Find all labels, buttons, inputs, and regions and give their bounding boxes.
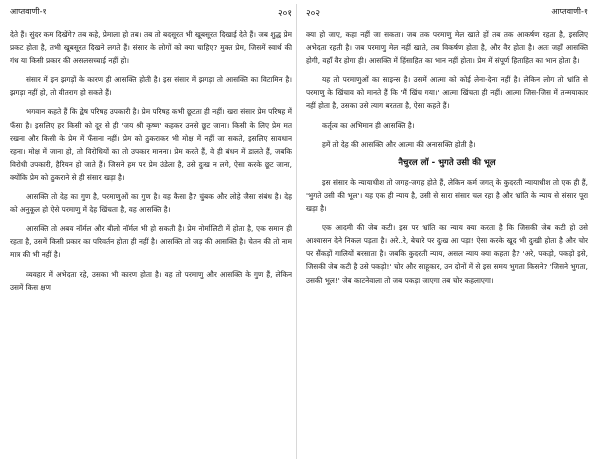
left-page-body — [10, 28, 292, 294]
paragraph: व्यवहार में अभेदता रहे, उसका भी कारण होता है। वह तो परमाणु और आसक्ति के गुण हैं, लेकिन उसमें किस क्षण — [10, 269, 292, 292]
section-heading: नैचुरल लॉ - भुगते उसी की भूल — [398, 157, 496, 168]
paragraph: एक आदमी की जेब कटी। इस पर भ्रांति का न्याय क्या करता है कि जिसकी जेब कटी हो उसे आश्वासन देने निकल पड़ता है। अरे..रे, बेचारे पर दुःख आ पड़ा! ऐसा करके खूद भी दुःखी होता है और चोर पर सैंकड़ों गालियों बरसाता है। जबकि कुदरती न्याय, असल न्याय क्या कहता है? 'अरे, पकड़ो, पकड़ो इसे, जिसकी जेब कटी है उसे पकड़ो!' चोर और साहूकार, उन दोनों में से इस समय भुगता किसने? 'जिसने भुगता, उसकी भूल!' जेब काटनेवाला तो जब पकड़ा जाएगा तब चोर कहलाएगा। — [306, 223, 588, 285]
right-page-header — [306, 0, 588, 28]
left-page-number: २०१ — [277, 9, 292, 19]
left-running-title: आप्तवाणी-१ — [10, 7, 47, 16]
right-running-title: आप्तवाणी-१ — [551, 7, 588, 16]
right-page — [306, 0, 588, 463]
page-gutter — [296, 4, 297, 459]
paragraph: हमें तो देह की आसक्ति और आत्मा की अनासक्ति होती है। — [322, 139, 476, 149]
paragraph: भगवान कहते हैं कि द्वेष परिषह उपकारी है। प्रेम परिषह कभी छूटता ही नहीं। खरा संसार प्रेम परिषह में फँसा है। इसलिए हर किसी को दूर से ही 'जय श्री कृष्ण' कहकर उनसे छूट जाना। किसी के लिए प्रेम मत रखना और किसी के प्रेम में फँसना नहीं। प्रेम को ठुकराकर भी मोक्ष में नहीं जा सकते, इसलिए सावधान रहना। मोक्ष में जाना हो, तो विरोधियों का तो उपकार मानना। प्रेम करते हैं, वे ही बंधन में डालते हैं, जबकि विरोधी उपकारी, हैरियन हो जाते हैं। जिसने हम पर प्रेम उंडेला है, उसे दुःख न लगे, ऐसा करके छूट जाना, क्योंकि प्रेम को ठुकराने से ही संसार खड़ा है। — [10, 107, 292, 182]
left-page — [10, 0, 292, 463]
paragraph: इस संसार के न्यायाधीश तो जगह-जगह होते हैं, लेकिन कर्म जगत् के कुदरती न्यायाधीश तो एक ही हैं, 'भुगते उसी की भूल'। यह एक ही न्याय है, उसी से सारा संसार चल रहा है और भ्रांति के न्याय से संसार पूरा खड़ा है। — [306, 177, 588, 214]
paragraph: यह तो परमाणुओं का साइन्स है। उसमें आत्मा को कोई लेना-देना नहीं है। लेकिन लोग तो भ्रांति से परमाणु के खिंचाव को मानते हैं कि 'मैं खिंच गया।' आत्मा खिंचता ही नहीं। आत्मा जिस-जिस में तन्मयाकार नहीं होता है, उसका उसे त्याग बरतता है, ऐसा कहते हैं। — [306, 75, 588, 111]
right-page-body — [306, 28, 588, 287]
paragraph: संसार में इन झगड़ों के कारण ही आसक्ति होती है। इस संसार में झगड़ा तो आसक्ति का विटामिन है। झगड़ा नहीं हो, तो वीतराग हो सकते हैं। — [10, 75, 292, 98]
paragraph: आसक्ति तो देह का गुण है, परमाणुओं का गुण है। वह कैसा है? चुंबक और लोहे जैसा संबंध है। देह को अनुकूल हो ऐसे परमाणु में देह खिंचता है, वह आसक्ति है। — [10, 192, 292, 215]
paragraph: क्या हो जाए, कहा नहीं जा सकता। जब तक परमाणु मेल खाते हों तब तक आकर्षण रहता है, इसलिए अभेदता रहती है। जब परमाणु मेल नहीं खाते, तब विकर्षण होता है, और वैर होता है। अतः जहाँ आसक्ति होगी, वहाँ वैर होगा ही। आसक्ति में हिंसाहित का भान नहीं होता। प्रेम में संपूर्ण हिताहित का भान होता है। — [306, 30, 588, 66]
paragraph: आसक्ति तो अबव नॉर्मल और बीलो नॉर्मल भी हो सकती है। प्रेम नोर्मालिटी में होता है, एक समान ही रहता है, उसमें किसी प्रकार का परिवर्तन होता ही नहीं है। आसक्ति तो जड़ की आसक्ति है। चेतन की तो नाम मात्र की भी नहीं है। — [10, 224, 292, 260]
left-page-header — [10, 0, 292, 28]
right-page-number: २०२ — [306, 9, 321, 19]
paragraph: कर्तृत्व का अभिमान ही आसक्ति है। — [322, 120, 415, 130]
paragraph: देते हैं। सुंदर कम दिखेंगे? तब कहे, प्रेमाला हो तब। तब तो बदसूरत भी खूबसूरत दिखाई देते हैं। जब शुद्ध प्रेम प्रकट होता है, तभी खूबसूरत दिखने लगते हैं। संसार के लोगों को क्या चाहिए? मुक्त प्रेम, जिसमें स्वार्थ की गंध या किसी प्रकार की असलसच्चाई नहीं हो। — [10, 30, 292, 66]
